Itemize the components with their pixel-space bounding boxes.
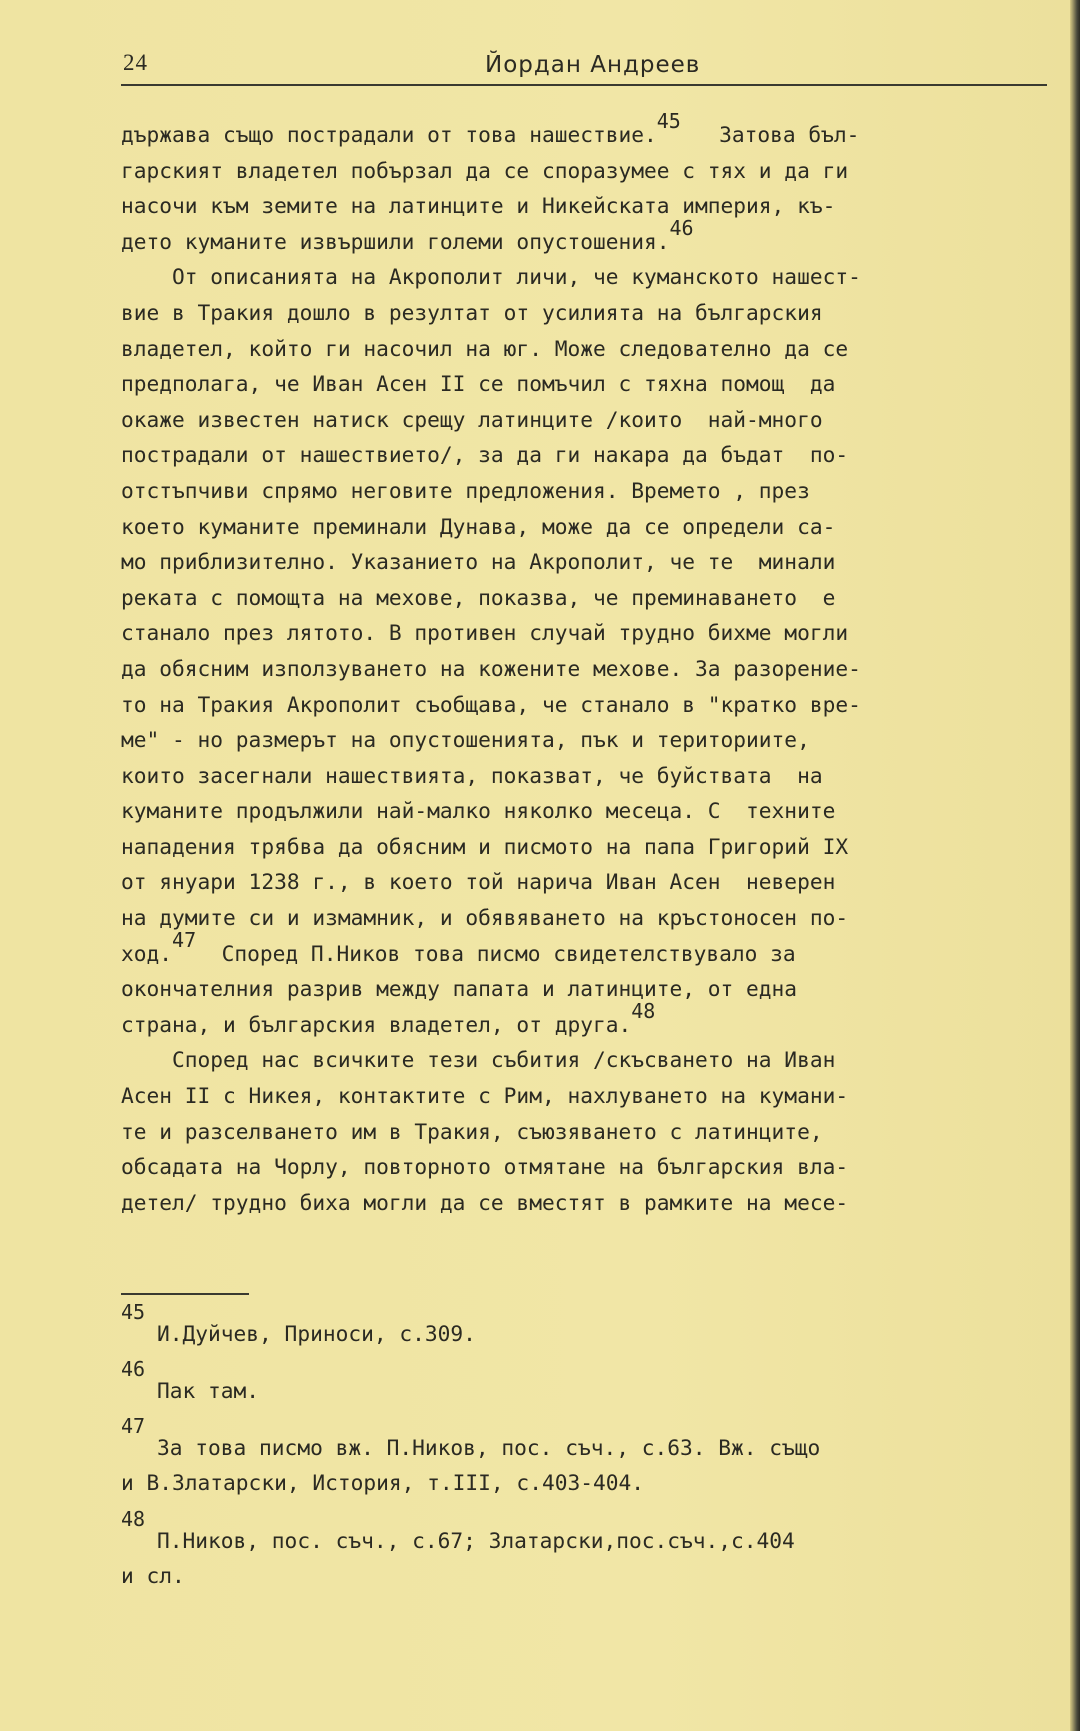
footnote-number: 48 — [121, 1507, 146, 1531]
main-text — [121, 109, 1057, 1220]
text-line: станало през лятото. В противен случай трудно бихме могли — [121, 620, 849, 646]
footnote-number: 45 — [121, 1300, 146, 1324]
page-number: 24 — [123, 50, 148, 75]
text-line: на думите си и измамник, и обявяването на кръстоносен по- — [121, 905, 849, 931]
text-line: окончателния разрив между папата и латинците, от една — [121, 976, 798, 1002]
text-line: да обясним използуването на кожените мехове. За разорение- — [121, 655, 861, 681]
footnote — [121, 1507, 1051, 1600]
text-line: обсадата на Чорлу, повторното отмятане на българския вла- — [121, 1154, 849, 1180]
text-line: Според нас всичките тези събития /скъсването на Иван — [121, 1047, 836, 1073]
footnote-divider — [121, 1293, 249, 1295]
text-line: насочи към земите на латинците и Никейската империя, къ- — [121, 193, 836, 219]
footnote-text: и В.Златарски, История, т.III, с.403-404. — [121, 1470, 644, 1495]
footnotes — [121, 1300, 1051, 1600]
text-line: куманите продължили най-малко няколко месеца. С техните — [121, 798, 836, 824]
footnote-text: За това писмо вж. П.Ников, пос. съч., с.63. Вж. също — [157, 1435, 821, 1460]
page-edge-shadow — [1070, 0, 1080, 1731]
text-line: то на Тракия Акрополит съобщава, че станало в "кратко вре- — [121, 691, 861, 717]
footnote — [121, 1414, 1051, 1507]
page-header — [121, 50, 1047, 86]
footnote-text: и сл. — [121, 1563, 185, 1588]
footnote-number: 47 — [121, 1414, 146, 1438]
footnote-ref: 47 — [172, 927, 197, 952]
text-line: което куманите преминали Дунава, може да се определи са- — [121, 513, 836, 539]
text-line: мо приблизително. Указанието на Акрополит, че те минали — [121, 549, 836, 575]
text-line: нападения трябва да обясним и писмото на папа Григорий IX — [121, 833, 849, 859]
footnote-text: П.Ников, пос. съч., с.67; Златарски,пос.съч.,с.404 — [157, 1528, 795, 1553]
footnote-ref: 45 — [656, 109, 681, 133]
text-line: ход.47 Според П.Ников това писмо свидетелствувало за — [121, 927, 796, 966]
text-line: гарският владетел побързал да се споразумее с тях и да ги — [121, 157, 849, 183]
footnote-text: Пак там. — [157, 1378, 260, 1403]
text-line: отстъпчиви спрямо неговите предложения. Времето , през — [121, 477, 810, 503]
text-line: предполага, че Иван Асен II се помъчил с тяхна помощ да — [121, 371, 836, 397]
footnote — [121, 1357, 1051, 1414]
footnote — [121, 1300, 1051, 1357]
text-line: дето куманите извършили големи опустошения.46 — [121, 215, 694, 254]
footnote-ref: 46 — [669, 215, 694, 240]
text-line: Асен II с Никея, контактите с Рим, нахлуването на кумани- — [121, 1083, 849, 1109]
footnote-number: 46 — [121, 1357, 146, 1381]
text-line: ме" - но размерът на опустошенията, пък и териториите, — [121, 727, 810, 753]
text-line: от януари 1238 г., в което той нарича Иван Асен неверен — [121, 869, 836, 895]
footnote-ref: 48 — [631, 998, 656, 1023]
footnote-text: И.Дуйчев, Приноси, с.309. — [157, 1321, 476, 1346]
running-title: Йордан Андреев — [485, 52, 701, 78]
text-line: владетел, който ги насочил на юг. Може следователно да се — [121, 335, 849, 361]
text-line: реката с помощта на мехове, показва, че преминаването е — [121, 584, 836, 610]
text-line: които засегнали нашествията, показват, че буйствата на — [121, 762, 823, 788]
text-line: От описанията на Акрополит личи, че куманското нашест- — [121, 264, 861, 290]
text-line: държава също пострадали от това нашествие.45 Затова бъл- — [121, 109, 860, 147]
text-line: страна, и българския владетел, от друга.48 — [121, 998, 656, 1037]
text-line: те и разселването им в Тракия, съюзяването с латинците, — [121, 1118, 823, 1144]
text-line: окаже известен натиск срещу латинците /които най-много — [121, 406, 823, 432]
text-line: детел/ трудно биха могли да се вместят в рамките на месе- — [121, 1189, 849, 1215]
text-line: пострадали от нашествието/, за да ги накара да бъдат по- — [121, 442, 849, 468]
text-line: вие в Тракия дошло в резултат от усилията на българския — [121, 299, 823, 325]
